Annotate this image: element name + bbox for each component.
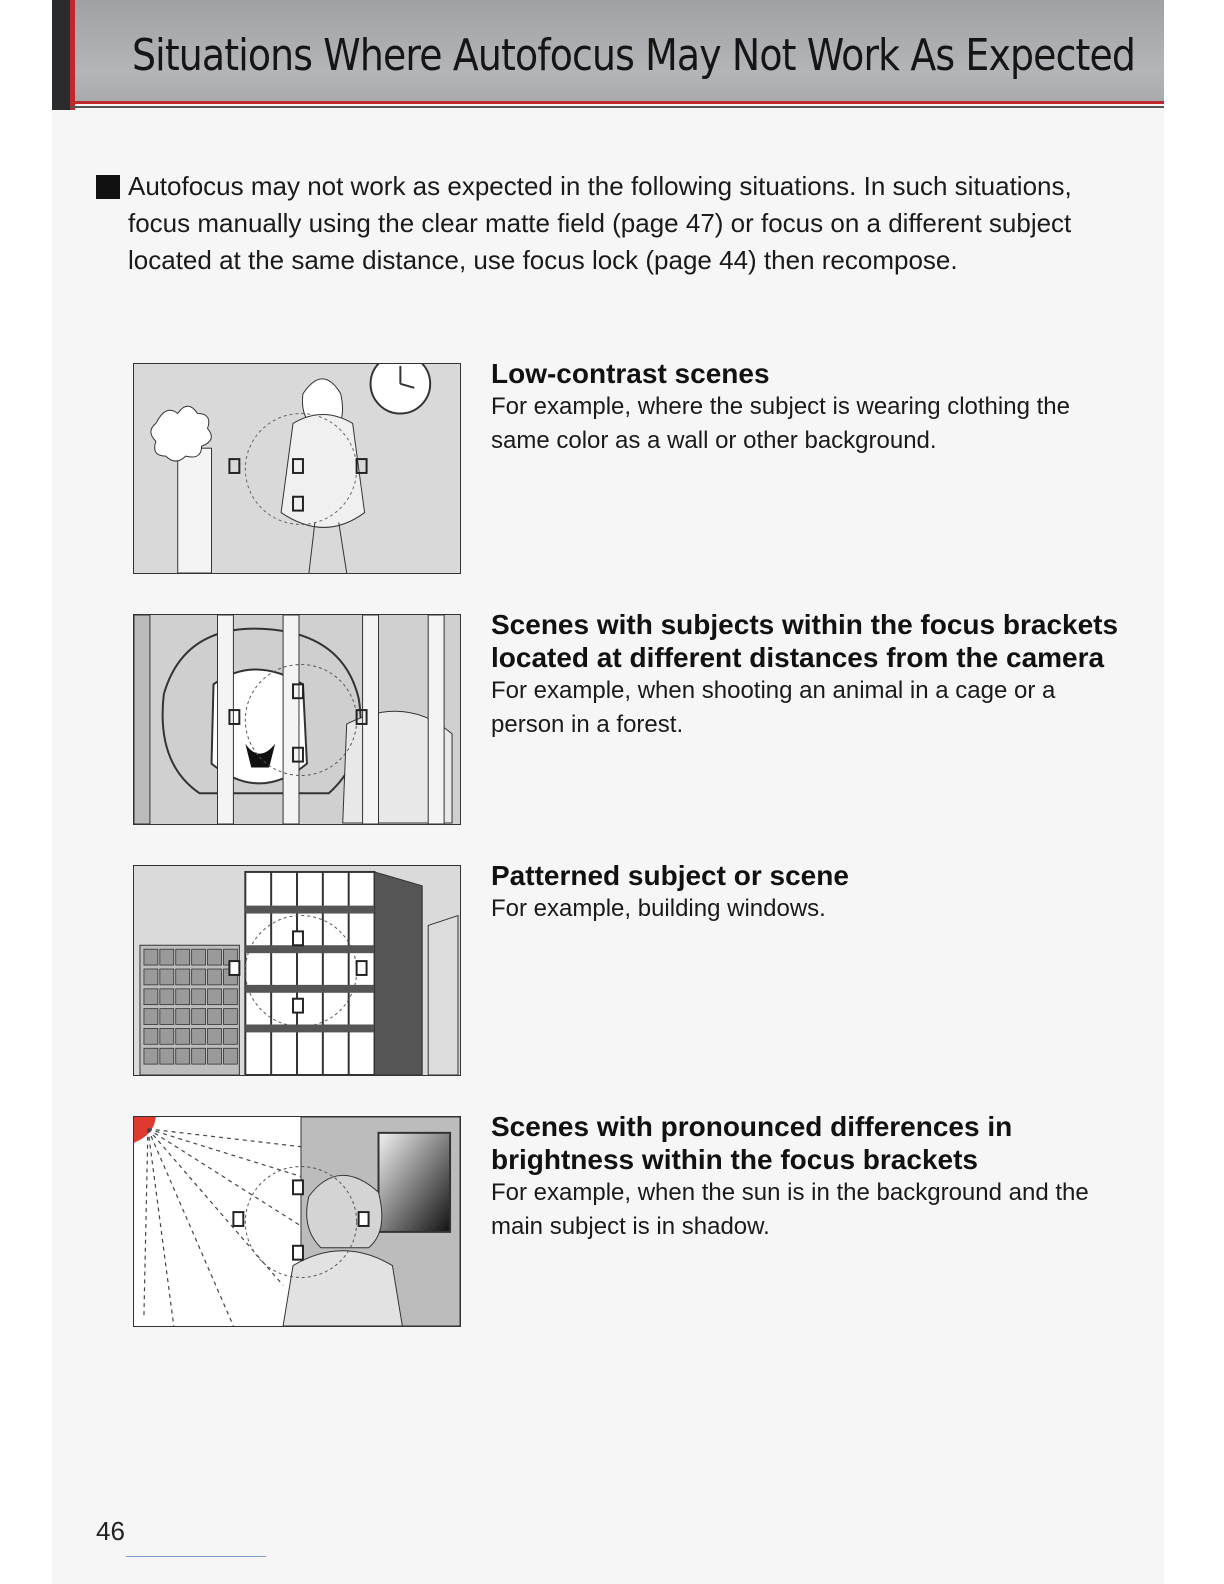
item-description: For example, when the sun is in the background and the main subject is in shadow.	[491, 1179, 1089, 1240]
intro-paragraph	[96, 168, 1116, 279]
item-title: Patterned subject or scene	[491, 860, 849, 891]
figure-building-windows	[133, 865, 461, 1076]
page-footer-rule	[126, 1556, 266, 1557]
item-description: For example, where the subject is wearing clothing the same color as a wall or other background.	[491, 393, 1070, 454]
item-title: Low-contrast scenes	[491, 358, 770, 389]
figure-cage	[133, 614, 461, 825]
page-number: 46	[96, 1516, 125, 1546]
intro-text: Autofocus may not work as expected in the following situations. In such situations, focus manually using the clear matte field (page 47) or focus on a different subject located at the same distance, use focus lock (page 44) then recompose.	[128, 171, 1072, 275]
header-accent-dark	[52, 0, 70, 110]
header-accent-red	[70, 0, 75, 110]
square-bullet-icon	[96, 175, 120, 199]
item-low-contrast	[491, 357, 1131, 458]
item-different-distances	[491, 608, 1131, 742]
item-description: For example, building windows.	[491, 895, 826, 922]
item-description: For example, when shooting an animal in a cage or a person in a forest.	[491, 677, 1056, 738]
header-underline	[70, 101, 1164, 104]
figure-low-contrast	[133, 363, 461, 574]
item-patterned	[491, 859, 1131, 926]
item-brightness	[491, 1110, 1131, 1244]
item-title: Scenes with pronounced differences in brightness within the focus brackets	[491, 1111, 1013, 1175]
figure-backlight	[133, 1116, 461, 1327]
page-title: Situations Where Autofocus May Not Work As Expected	[132, 30, 1136, 81]
item-title: Scenes with subjects within the focus brackets located at different distances from the camera	[491, 609, 1119, 673]
header-underline-secondary	[70, 106, 1164, 108]
